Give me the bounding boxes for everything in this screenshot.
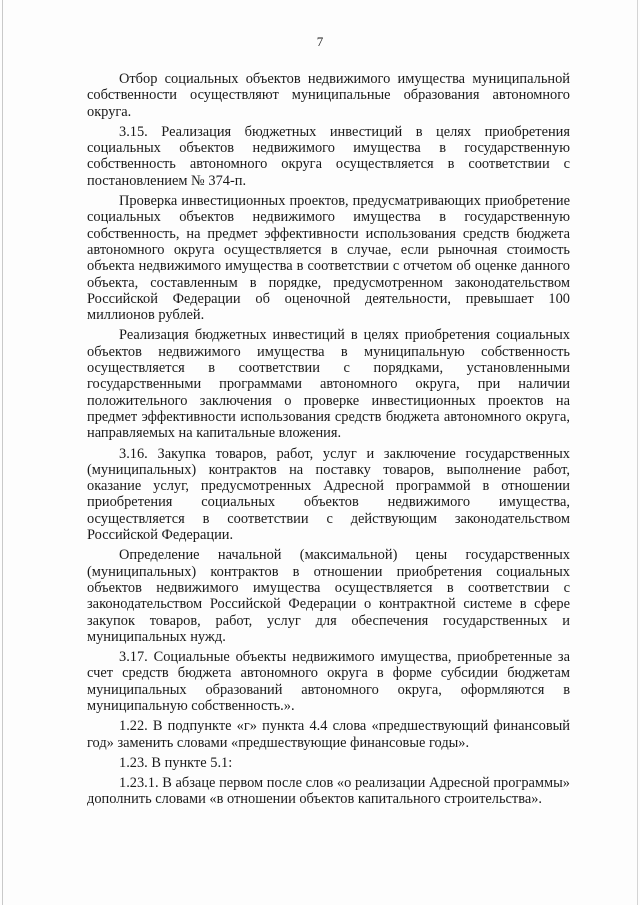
paragraph: 1.23.1. В абзаце первом после слов «о реализации Адресной программы» дополнить словами «в отношении объектов капитального строительства». [87,775,570,808]
paragraph: 3.15. Реализация бюджетных инвестиций в целях приобретения социальных объектов недвижимого имущества в государственную собственность автономного округа осуществляется в соответствии с постановлением № 374-п. [87,123,570,189]
paragraph: 1.23. В пункте 5.1: [119,754,233,771]
paragraph: Реализация бюджетных инвестиций в целях приобретения социальных объектов недвижимого имущества в муниципальную собственность осуществляется в соответствии с порядками, установленными государственными программами автономного округа, при наличии положительного заключения о проверке инвестиционных проектов на предмет эффективности использования средств бюджета автономного округа, направляемых на капитальные вложения. [87,327,570,442]
document-body [87,71,570,812]
paragraph: 1.22. В подпункте «г» пункта 4.4 слова «предшествующий финансовый год» заменить словами «предшествующие финансовые годы». [87,718,570,751]
scan-edge-right [637,0,638,905]
paragraph: Определение начальной (максимальной) цены государственных (муниципальных) контрактов в отношении приобретения социальных объектов недвижимого имущества осуществляется в соответствии с законодательством Российской Федерации о контрактной системе в сфере закупок товаров, работ, услуг для обеспечения государственных и муниципальных нужд. [87,547,570,645]
paragraph: 3.16. Закупка товаров, работ, услуг и заключение государственных (муниципальных) контрактов на поставку товаров, выполнение работ, оказание услуг, предусмотренных Адресной программой в отношении приобретения социальных объектов недвижимого имущества, осуществляется в соответствии с действующим законодательством Российской Федерации. [87,445,570,544]
page-number: 7 [316,34,324,49]
paragraph: Отбор социальных объектов недвижимого имущества муниципальной собственности осуществляют муниципальные образования автономного округа. [87,71,570,120]
paragraph: Проверка инвестиционных проектов, предусматривающих приобретение социальных объектов недвижимого имущества в государственную собственность, на предмет эффективности использования средств бюджета автономного округа осуществляется в случае, если рыночная стоимость объекта недвижимого имущества в соответствии с отчетом об оценке данного объекта, составленным в порядке, предусмотренном законодательством Российской Федерации об оценочной деятельности, превышает 100 миллионов рублей. [87,193,570,324]
paragraph: 3.17. Социальные объекты недвижимого имущества, приобретенные за счет средств бюджета автономного округа в форме субсидии бюджетам муниципальных образований автономного округа, оформляются в муниципальную собственность.». [87,649,570,714]
scan-edge-left [2,0,3,905]
